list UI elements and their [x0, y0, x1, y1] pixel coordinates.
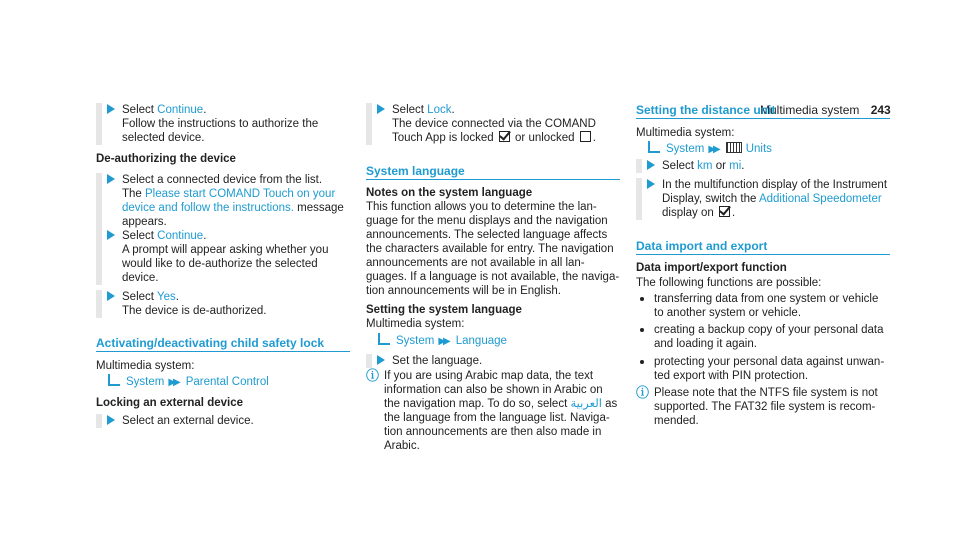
info-note: ⓘ Please note that the NTFS file system is not supported. The FAT32 file system is recom- mended. — [636, 385, 878, 427]
path-parental-control[interactable]: Parental Control — [185, 376, 269, 388]
bullet-icon — [640, 360, 644, 364]
step-select-km-mi: Select km or mi. — [636, 159, 876, 175]
path-system[interactable]: System — [126, 376, 165, 388]
double-chevron-icon: ▶▶ — [168, 377, 178, 388]
units-icon — [726, 142, 742, 153]
step-arrow-icon — [107, 104, 115, 114]
double-chevron-icon: ▶▶ — [438, 336, 448, 347]
multimedia-system-label: Multimedia system: — [366, 318, 465, 330]
data-import-heading: Data import and export — [636, 239, 768, 253]
step-select-yes: Select Yes. The device is de-authorized. — [96, 290, 336, 320]
bullet-icon — [640, 297, 644, 301]
menu-path — [378, 333, 507, 349]
multimedia-system-label: Multimedia system: — [636, 127, 735, 139]
message-link-1: Please start COMAND Touch on your — [145, 188, 336, 200]
step-arrow-icon — [107, 415, 115, 425]
notes-heading: Notes on the system language — [366, 187, 533, 199]
page-number: 243 — [870, 103, 891, 117]
km-link[interactable]: km — [697, 160, 713, 172]
deauth-heading: De-authorizing the device — [96, 153, 236, 165]
lock-device-heading: Locking an external device — [96, 397, 244, 409]
step-select-continue: Select Continue. Follow the instructions to authorize the selected device. — [96, 103, 336, 147]
menu-path — [108, 374, 269, 390]
step-select-continue-2: Select Continue. A prompt will appear asking whether you would like to de-authorize the selected device. — [96, 229, 356, 287]
step-select-device: Select a connected device from the list. The Please start COMAND Touch on your device and follow the instructions. message appears. — [96, 173, 356, 231]
info-icon: ⓘ — [366, 368, 380, 383]
intro-text: The following functions are possible: — [636, 277, 822, 289]
step-arrow-icon — [647, 179, 655, 189]
step-arrow-icon — [107, 174, 115, 184]
bullet-icon — [640, 328, 644, 332]
path-language[interactable]: Language — [455, 335, 507, 347]
step-speedometer: In the multifunction display of the Instrument Display, switch the Additional Speedometer display on . — [636, 178, 906, 222]
child-lock-heading: Activating/deactivating child safety lock — [96, 336, 325, 350]
running-header — [760, 103, 891, 117]
list-item: protecting your personal data against unwan- ted export with PIN protection. — [640, 355, 900, 383]
arabic-link[interactable]: العربية — [570, 398, 602, 410]
step-arrow-icon — [377, 355, 385, 365]
step-select-external: Select an external device. — [96, 414, 336, 430]
path-arrow-icon — [648, 141, 660, 153]
list-item: transferring data from one system or vehicle to another system or vehicle. — [640, 292, 900, 320]
step-set-language: Set the language. — [366, 354, 606, 370]
mi-link[interactable]: mi — [729, 160, 742, 172]
multimedia-system-label: Multimedia system: — [96, 360, 195, 372]
path-units[interactable]: Units — [745, 143, 772, 155]
message-link-2: device and follow the instructions. — [122, 202, 294, 214]
function-heading: Data import/export function — [636, 262, 787, 274]
step-arrow-icon — [647, 160, 655, 170]
distance-unit-heading: Setting the distance unit — [636, 103, 776, 117]
menu-path — [648, 141, 772, 157]
path-system[interactable]: System — [396, 335, 435, 347]
header-title: Multimedia system — [760, 103, 860, 117]
checkbox-unchecked-icon — [580, 131, 591, 142]
step-select-lock: Select Lock. The device connected via the COMAND Touch App is locked or unlocked . — [366, 103, 626, 147]
yes-link[interactable]: Yes — [156, 291, 176, 303]
step-arrow-icon — [107, 291, 115, 301]
notes-paragraph: This function allows you to determine the lan- guage for the menu displays and the navigation announcements. The selected language affects the characters available for entry. The navigation announcements are not available in all lan- guages. If a language is not available, the naviga- tion announcements will be in English. — [366, 201, 620, 297]
setting-language-heading: Setting the system language — [366, 304, 522, 316]
additional-speedometer-link[interactable]: Additional Speedometer — [758, 193, 882, 205]
section-rule — [636, 254, 890, 255]
path-system[interactable]: System — [666, 143, 705, 155]
list-item: creating a backup copy of your personal data and loading it again. — [640, 323, 900, 351]
section-rule — [96, 351, 350, 352]
continue-link[interactable]: Continue — [157, 230, 204, 242]
path-arrow-icon — [378, 333, 390, 345]
checkbox-checked-icon — [499, 131, 510, 142]
step-arrow-icon — [377, 104, 385, 114]
checkbox-checked-icon — [719, 206, 730, 217]
section-rule — [636, 118, 890, 119]
double-chevron-icon: ▶▶ — [708, 144, 718, 155]
info-note: ⓘ If you are using Arabic map data, the text information can also be shown in Arabic on the navigation map. To do so, select العربية as the language from the language list. Naviga- tion announcements are then also made in Arabic. — [366, 368, 618, 452]
continue-link[interactable]: Continue — [157, 104, 204, 116]
section-rule — [366, 179, 620, 180]
lock-link[interactable]: Lock — [427, 104, 452, 116]
step-arrow-icon — [107, 230, 115, 240]
info-icon: ⓘ — [636, 385, 650, 400]
system-language-heading: System language — [366, 164, 465, 178]
path-arrow-icon — [108, 374, 120, 386]
